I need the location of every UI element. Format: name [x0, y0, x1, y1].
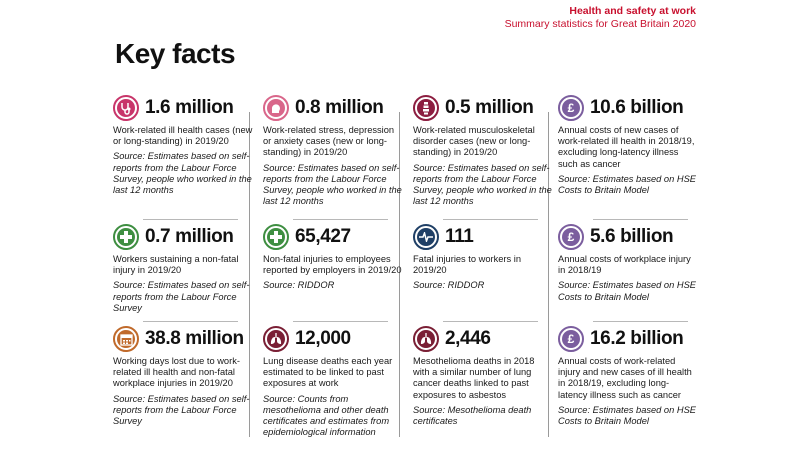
row-divider — [443, 321, 538, 322]
fact-value: 10.6 billion — [590, 97, 684, 118]
fact-card — [263, 93, 403, 207]
fact-value: 1.6 million — [145, 97, 234, 118]
fact-description: Work-related stress, depression or anxiety cases (new or long-standing) in 2019/20 — [263, 125, 395, 158]
fact-header — [113, 93, 253, 123]
fact-value: 111 — [445, 226, 474, 247]
fact-card — [413, 93, 553, 207]
fact-description: Work-related ill health cases (new or long-standing) in 2019/20 — [113, 125, 253, 147]
fact-description: Lung disease deaths each year estimated to be linked to past exposures at work — [263, 356, 393, 389]
fact-header — [413, 222, 553, 252]
lungs-icon — [263, 326, 289, 352]
fact-value: 38.8 million — [145, 328, 244, 349]
row-divider — [593, 219, 688, 220]
calendar-icon — [113, 326, 139, 352]
fact-value: 0.8 million — [295, 97, 384, 118]
fact-card — [558, 93, 698, 196]
lungs-icon — [413, 326, 439, 352]
fact-source: Source: Estimates based on self-reports from the Labour Force Survey — [113, 280, 250, 313]
fact-value: 65,427 — [295, 226, 351, 247]
fact-header — [263, 93, 403, 123]
fact-value: 5.6 billion — [590, 226, 674, 247]
fact-description: Fatal injuries to workers in 2019/20 — [413, 254, 521, 276]
report-header — [505, 5, 696, 31]
page-title: Key facts — [115, 38, 236, 69]
fact-header — [558, 222, 698, 252]
fact-header — [558, 93, 698, 123]
fact-card — [413, 324, 553, 427]
fact-header — [263, 222, 403, 252]
fact-description: Workers sustaining a non-fatal injury in 2019/20 — [113, 254, 239, 276]
first-aid-cross-icon — [263, 224, 289, 250]
report-subtitle: Summary statistics for Great Britain 2020 — [504, 18, 696, 30]
row-divider — [593, 321, 688, 322]
fact-source: Source: Estimates based on HSE Costs to Britain Model — [558, 404, 696, 427]
fact-card — [113, 93, 253, 196]
row-divider — [143, 219, 238, 220]
fact-description: Working days lost due to work-related ill health and non-fatal workplace injuries in 2019/20 — [113, 356, 240, 389]
fact-description: Annual costs of workplace injury in 2018/19 — [558, 254, 691, 276]
fact-source: Source: Counts from mesothelioma and other death certificates and estimates from epidemiological information — [263, 393, 390, 438]
fact-header — [113, 222, 253, 252]
row-divider — [143, 321, 238, 322]
fact-description: Work-related musculoskeletal disorder cases (new or long-standing) in 2019/20 — [413, 125, 535, 158]
fact-header — [413, 324, 553, 354]
fact-source: Source: Estimates based on self-reports from the Labour Force Survey — [113, 393, 250, 427]
fact-description: Annual costs of new cases of work-related ill health in 2018/19, excluding long-latency illness such as cancer — [558, 125, 695, 169]
fact-description: Mesothelioma deaths in 2018 with a similar number of lung cancer deaths linked to past exposures to asbestos — [413, 356, 535, 400]
fact-card — [263, 324, 403, 438]
pound-icon: £ — [558, 224, 584, 250]
row-divider — [293, 321, 388, 322]
fact-value: 2,446 — [445, 328, 491, 349]
fact-source: Source: RIDDOR — [413, 280, 485, 291]
fact-value: 0.5 million — [445, 97, 534, 118]
fact-header — [113, 324, 253, 354]
heartbeat-icon — [413, 224, 439, 250]
fact-source: Source: Estimates based on self-reports from the Labour Force Survey, people who worked in the last 12 months — [113, 151, 252, 196]
row-divider — [443, 219, 538, 220]
fact-description: Non-fatal injuries to employees reported by employers in 2019/20 — [263, 254, 402, 276]
fact-source: Source: Estimates based on HSE Costs to Britain Model — [558, 173, 696, 196]
fact-source: Source: Estimates based on HSE Costs to Britain Model — [558, 280, 696, 302]
fact-source: Source: Mesothelioma death certificates — [413, 404, 532, 427]
head-brain-icon — [263, 95, 289, 121]
pound-icon: £ — [558, 326, 584, 352]
fact-card — [113, 222, 253, 314]
spine-icon — [413, 95, 439, 121]
fact-header — [413, 93, 553, 123]
fact-header — [263, 324, 403, 354]
stethoscope-icon — [113, 95, 139, 121]
fact-card — [558, 222, 698, 303]
fact-header — [558, 324, 698, 354]
first-aid-cross-icon — [113, 224, 139, 250]
fact-card — [413, 222, 553, 292]
row-divider — [293, 219, 388, 220]
fact-value: 16.2 billion — [590, 328, 684, 349]
fact-card — [113, 324, 253, 427]
fact-source: Source: RIDDOR — [263, 280, 335, 291]
fact-value: 0.7 million — [145, 226, 234, 247]
fact-card — [558, 324, 698, 427]
fact-source: Source: Estimates based on self-reports from the Labour Force Survey, people who worked in the last 12 months — [413, 162, 552, 207]
fact-value: 12,000 — [295, 328, 351, 349]
fact-source: Source: Estimates based on self-reports from the Labour Force Survey, people who worked in the last 12 months — [263, 162, 402, 207]
fact-card — [263, 222, 403, 292]
fact-description: Annual costs of work-related injury and new cases of ill health in 2018/19, excluding long-latency illness such as cancer — [558, 356, 692, 400]
pound-icon: £ — [558, 95, 584, 121]
report-title: Health and safety at work — [569, 5, 696, 17]
